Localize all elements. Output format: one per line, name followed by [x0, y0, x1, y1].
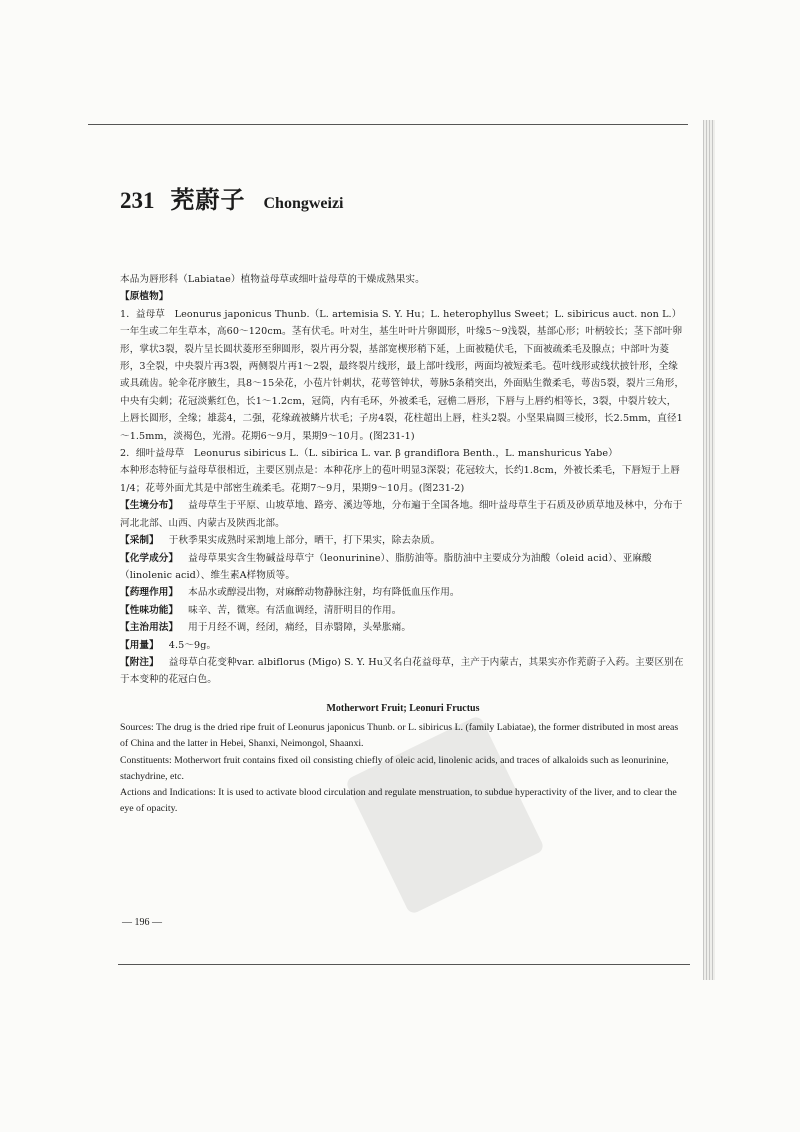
section-title-indications: 【主治用法】 [120, 622, 179, 634]
english-actions: Actions and Indications: It is used to activate blood circulation and regulate menstruation, to subdue hyperactivity of the liver, and to clear the eye of opacity. [120, 787, 677, 815]
section-title-plants: 【原植物】 [120, 291, 169, 303]
chinese-body [120, 271, 686, 689]
section-text-indications: 用于月经不调，经闭，痛经，目赤翳障，头晕胀痛。 [188, 622, 412, 634]
plant2-description: 本种形态特征与益母草很相近，主要区别点是：本种花序上的苞叶明显3深裂；花冠较大，长约1.8cm，外被长柔毛，下唇短于上唇1/4；花萼外面尤其是中部密生疏柔毛。花期7～9月，果期9～10月。(图231-2) [120, 465, 680, 494]
english-title: Motherwort Fruit; Leonuri Fructus [326, 703, 480, 714]
plant1-name: 1．益母草 Leonurus japonicus Thunb.（L. artemisia S. Y. Hu；L. heterophyllus Sweet；L. sibiricus auct. non L.） [120, 308, 682, 320]
top-rule [88, 124, 688, 125]
section-title-nature: 【性味功能】 [120, 604, 179, 616]
section-title-chem: 【化学成分】 [120, 552, 179, 564]
english-sources: Sources: The drug is the dried ripe fruit of Leonurus japonicus Thunb. or L. sibiricus L. (family Labiatae), the former distributed in most areas of China and the latter in Hebei, Shanxi, Neimongol, Shaanxi. [120, 722, 679, 750]
english-summary [120, 701, 686, 817]
section-text-nature: 味辛、苦，微寒。有活血调经，清肝明目的作用。 [188, 604, 402, 616]
entry-number: 231 [120, 188, 155, 213]
section-text-collect: 于秋季果实成熟时采割地上部分，晒干，打下果实，除去杂质。 [168, 535, 441, 547]
plant1-description: 一年生或二年生草本，高60～120cm。茎有伏毛。叶对生，基生叶叶片卵圆形，叶缘5～9浅裂，基部心形；叶柄较长；茎下部叶卵形，掌状3裂，裂片呈长圆状菱形至卵圆形，裂片再分裂，基部宽楔形稍下延，上面被糙伏毛，下面被疏柔毛及腺点；中部叶为菱形，3全裂，中央裂片再3裂，两侧裂片再1～2裂，最终裂片线形，最上部叶线形，两面均被短柔毛。苞叶线形或线状披针形，全缘或具疏齿。轮伞花序腋生，具8～15朵花，小苞片针刺状，花萼管钟状，萼脉5条稍突出，外面贴生微柔毛，萼齿5裂，裂片三角形，中央有尖刺；花冠淡紫红色，长1～1.2cm，冠筒，内有毛环，外被柔毛，冠檐二唇形，下唇与上唇约相等长，3裂，中裂片较大，上唇长圆形，全缘；雄蕊4，二强，花缘疏被鳞片状毛；子房4裂，花柱超出上唇，柱头2裂。小坚果扁圆三棱形，长2.5mm，直径1～1.5mm，淡褐色，光滑。花期6～9月，果期9～10月。(图231-1) [120, 326, 685, 442]
page-number: — 196 — [122, 917, 162, 928]
section-title-note: 【附注】 [120, 656, 159, 668]
section-title-dose: 【用量】 [120, 639, 159, 651]
entry-title-pinyin: Chongweizi [263, 195, 344, 212]
book-spine-shadow [703, 120, 715, 980]
plant2-name: 2．细叶益母草 Leonurus sibiricus L.（L. sibirica L. var. β grandiflora Benth.，L. manshuricus Yabe） [120, 448, 618, 460]
entry-heading [120, 180, 344, 215]
english-constituents: Constituents: Motherwort fruit contains fixed oil consisting chiefly of oleic acid, linolenic acids, and traces of alkaloids such as leonurinine, stachydrine, etc. [120, 754, 669, 782]
intro-paragraph: 本品为唇形科（Labiatae）植物益母草或细叶益母草的干燥成熟果实。 [120, 274, 425, 285]
section-title-habitat: 【生境分布】 [120, 500, 179, 512]
section-text-habitat: 益母草生于平原、山坡草地、路旁、溪边等地，分布遍于全国各地。细叶益母草生于石质及砂质草地及林中，分布于河北北部、山西、内蒙古及陕西北部。 [120, 500, 683, 529]
entry-title-chinese: 茺蔚子 [170, 185, 246, 214]
section-text-chem: 益母草果实含生物碱益母草宁（leonurinine）、脂肪油等。脂肪油中主要成分为油酸（oleid acid）、亚麻酸（linolenic acid）、维生素A样物质等。 [120, 552, 652, 581]
section-title-collect: 【采制】 [120, 535, 159, 547]
section-text-pharm: 本品水或醇浸出物，对麻醉动物静脉注射，均有降低血压作用。 [188, 587, 460, 599]
section-title-pharm: 【药理作用】 [120, 587, 179, 599]
section-text-note: 益母草白花变种var. albiflorus (Migo) S. Y. Hu又名白花益母草，主产于内蒙古，其果实亦作茺蔚子入药。主要区别在于本变种的花冠白色。 [120, 656, 684, 686]
bottom-rule [118, 964, 690, 965]
section-text-dose: 4.5～9g。 [168, 639, 217, 651]
